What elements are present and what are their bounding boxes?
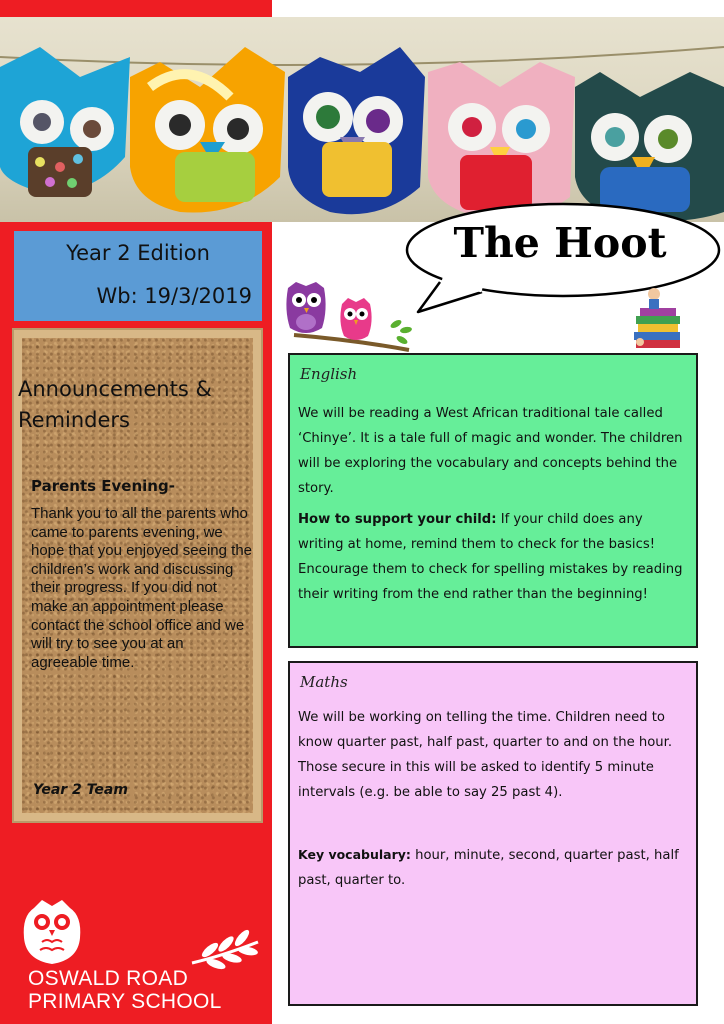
maths-heading: Maths — [300, 673, 348, 691]
parents-evening-heading: Parents Evening- — [31, 477, 175, 495]
newsletter-title: The Hoot — [453, 219, 667, 267]
english-heading: English — [300, 365, 358, 383]
felt-owl-blue — [0, 47, 130, 197]
maths-paragraph: We will be working on telling the time. Children need to know quarter past, half past, quarter to and on the hour. Those secure in this will be asked to identify 5 minute intervals (e.g. be able to say 25 past 4). — [298, 710, 673, 800]
maths-vocabulary-paragraph — [298, 842, 686, 893]
maths-section — [288, 661, 698, 1006]
school-name-line2: PRIMARY SCHOOL — [28, 990, 222, 1013]
book-stack-icon — [628, 282, 686, 354]
year-2-team-signoff: Year 2 Team — [33, 782, 128, 798]
english-paragraph: We will be reading a West African traditional tale called ‘Chinye’. It is a tale full of magic and wonder. The children will be exploring the vocabulary and concepts behind the story. — [298, 406, 683, 496]
edition-box — [14, 231, 262, 321]
edition-title: Year 2 Edition — [66, 241, 210, 265]
support-label: How to support your child: — [298, 512, 497, 527]
announcements-title: Announcements & Reminders — [18, 377, 212, 432]
school-name-line1: OSWALD ROAD — [28, 967, 189, 990]
parents-evening-body: Thank you to all the parents who came to parents evening, we hope that you enjoyed seeing the children’s work and discussing their progress. If you did not make an appointment please contact the school office and we will try to see you at an agreeable time. — [31, 505, 253, 671]
vocab-label: Key vocabulary: — [298, 847, 411, 862]
owls-on-branch-icon — [284, 280, 424, 356]
felt-owl-navy — [288, 47, 425, 214]
edition-date: Wb: 19/3/2019 — [96, 284, 252, 308]
vocab-text: hour, minute, second, quarter past, half past, quarter to. — [298, 848, 679, 888]
english-support-paragraph — [298, 507, 686, 607]
felt-owl-pink — [428, 62, 575, 220]
felt-owl-orange — [130, 47, 285, 213]
english-section — [288, 353, 698, 648]
support-text: If your child does any writing at home, remind them to check for the basics! Encourage them to check for spelling mistakes by reading their writing from the end rather than the beginning! — [298, 512, 683, 602]
owl-banner-image — [0, 17, 724, 222]
